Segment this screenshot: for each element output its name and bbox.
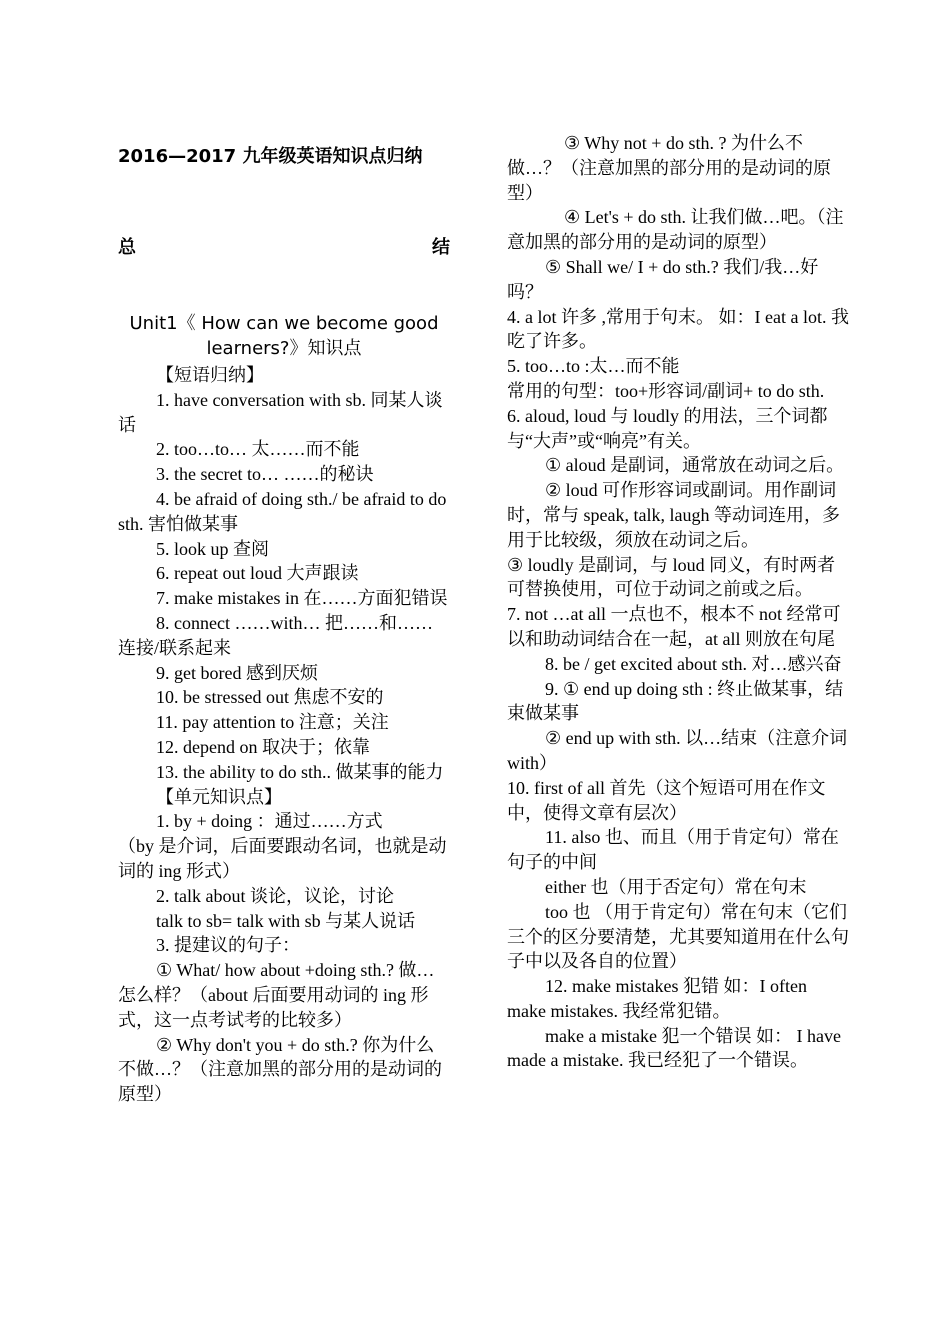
paragraph: 13. the ability to do sth.. 做某事的能力	[156, 761, 444, 782]
paragraph: 11. also 也、而且（用于肯定句）常在句子的中间	[507, 827, 839, 873]
paragraph: 9. ① end up doing sth : 终止做某事，结束做某事	[507, 678, 844, 724]
paragraph: ① aloud 是副词，通常放在动词之后。	[545, 455, 845, 476]
paragraph: ② end up with sth. 以…结束（注意介词 with）	[507, 728, 848, 773]
paragraph: ② loud 可作形容词或副词。用作副词时，常与 speak, talk, laugh 等动词连用，多用于比较级，须放在动词之后。	[507, 480, 840, 550]
paragraph: ③ loudly 是副词，与 loud 同义，有时两者可替换使用，可位于动词之前或之后。	[507, 554, 836, 600]
right-column-body	[507, 131, 849, 1073]
paragraph: 2. talk about 谈论，议论，讨论	[156, 885, 394, 906]
document-title: 2016—2017 九年级英语知识点归纳	[118, 146, 423, 167]
paragraph: ③ Why not + do sth. ? 为什么不做…？（注意加黑的部分用的是动词的原型）	[507, 133, 831, 203]
paragraph: 6. repeat out loud 大声跟读	[156, 563, 359, 584]
paragraph: 3. 提建议的句子：	[156, 935, 300, 956]
paragraph: 8. be / get excited about sth. 对…感兴奋	[545, 653, 842, 674]
paragraph: 7. make mistakes in 在……方面犯错误	[156, 588, 448, 609]
paragraph: ⑤ Shall we/ I + do sth.? 我们/我…好吗？	[507, 256, 819, 302]
paragraph: 5. look up 查阅	[156, 538, 270, 559]
unit-title: Unit1《 How can we become good learners?》知识点	[129, 313, 439, 359]
paragraph: 4. a lot 许多 ,常用于句末。 如：I eat a lot. 我吃了许多。	[507, 306, 849, 352]
paragraph: 【短语归纳】	[156, 365, 264, 385]
paragraph: 1. have conversation with sb. 同某人谈话	[118, 389, 443, 435]
left-column-body	[118, 363, 450, 1107]
title-char-right: 结	[432, 237, 450, 258]
paragraph: ④ Let's + do sth. 让我们做…吧。（注意加黑的部分用的是动词的原型）	[507, 207, 844, 253]
paragraph: ② Why don't you + do sth.? 你为什么不做…？（注意加黑的部分用的是动词的原型）	[118, 1034, 442, 1105]
paragraph: talk to sb= talk with sb 与某人说话	[156, 910, 416, 931]
paragraph: 【单元知识点】	[156, 786, 282, 807]
paragraph: 7. not …at all 一点也不，根本不 not 经常可以和助动词结合在一起，at all 则放在句尾	[507, 604, 841, 649]
document-title-line2	[118, 236, 450, 260]
paragraph: ① What/ how about +doing sth.? 做…怎么样？（about 后面要用动词的 ing 形式，这一点考试考的比较多）	[118, 960, 435, 1030]
paragraph: （by 是介词，后面要跟动名词，也就是动词的 ing 形式）	[118, 836, 447, 881]
paragraph: 12. depend on 取决于；依靠	[156, 736, 370, 757]
title-char-left: 总	[118, 237, 136, 258]
paragraph: 1. by + doing ：通过……方式	[156, 811, 383, 832]
paragraph: 12. make mistakes 犯错 如：I often make mistakes. 我经常犯错。	[507, 976, 807, 1021]
paragraph: too 也 （用于肯定句）常在句末（它们三个的区分要清楚，尤其要知道用在什么句子中以及各自的位置）	[507, 901, 849, 972]
paragraph: 3. the secret to… ……的秘诀	[156, 464, 374, 485]
paragraph: 6. aloud, loud 与 loudly 的用法，三个词都与“大声”或“响亮”有关。	[507, 405, 828, 451]
paragraph: 10. first of all 首先（这个短语可用在作文中，使得文章有层次）	[507, 777, 826, 823]
paragraph: 2. too…to… 太……而不能	[156, 439, 360, 460]
paragraph: 9. get bored 感到厌烦	[156, 662, 318, 683]
paragraph: 8. connect ……with… 把……和……连接/联系起来	[118, 612, 433, 658]
paragraph: 10. be stressed out 焦虑不安的	[156, 687, 384, 708]
paragraph: make a mistake 犯一个错误 如： I have made a mistake. 我已经犯了一个错误。	[507, 1025, 841, 1071]
paragraph: 常用的句型：too+形容词/副词+ to do sth.	[507, 380, 825, 401]
paragraph: 4. be afraid of doing sth./ be afraid to do sth. 害怕做某事	[118, 488, 447, 534]
paragraph: 11. pay attention to 注意；关注	[156, 712, 389, 733]
paragraph: 5. too…to :太…而不能	[507, 356, 680, 377]
paragraph: either 也（用于否定句）常在句末	[545, 876, 807, 897]
